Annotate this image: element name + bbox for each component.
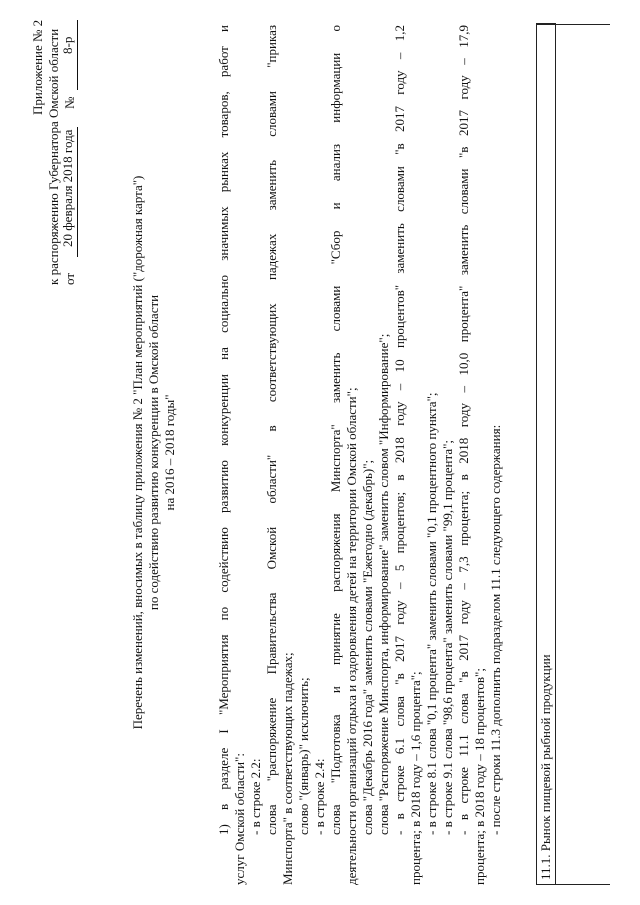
appendix-number: 8-р	[60, 36, 75, 54]
body-line: услуг Омской области":	[232, 753, 247, 885]
heading-line-1: Перечень изменений, вносимых в таблицу приложения № 2 "План мероприятий ("дорожная карта")	[130, 175, 145, 730]
table-left-border	[536, 884, 610, 885]
body-line: слова "Распоряжение Минспорта, информирование" заменить словом "Информирование";	[376, 333, 391, 835]
heading-line-2: по содействию развитию конкуренции в Омской области	[146, 294, 161, 611]
body-line: - в строке 2.4:	[312, 758, 327, 835]
body-line: - в строке 6.1 слова "в 2017 году – 5 процентов; в 2018 году – 10 процентов" заменить словами "в 2017 году – 1,2	[392, 25, 407, 835]
appendix-date-underline	[62, 127, 78, 257]
appendix-order-line: к распоряжению Губернатора Омской области	[46, 28, 61, 285]
appendix-num-label: №	[62, 96, 77, 109]
body-line: слова "распоряжение Правительства Омской области" в соответствующих падежах заменить словами "приказ	[264, 25, 279, 835]
heading-line-3: на 2016 – 2018 годы"	[162, 394, 177, 511]
table-row-title: 11.1. Рынок пищевой рыбной продукции	[538, 654, 553, 880]
table-row	[536, 23, 556, 885]
body-line: - в строке 11.1 слова "в 2017 году – 7,3 процента; в 2018 году – 10,0 процента" заменить словами "в 2017 году – 17,9	[456, 25, 471, 835]
body-line: слово "(январь)" исключить;	[296, 677, 311, 835]
body-line: слова "Подготовка и принятие распоряжения Минспорта" заменить словами "Сбор и анализ информации о	[328, 25, 343, 835]
appendix-date: 20 февраля 2018 года	[60, 129, 75, 247]
appendix-num-underline	[62, 20, 78, 90]
body-line: - в строке 8.1 слова "0,1 процента" заменить словами "0,1 процентного пункта";	[424, 392, 439, 835]
appendix-date-label: от	[62, 272, 77, 285]
body-line: процента; в 2018 году – 18 процентов";	[472, 668, 487, 885]
body-line: - в строке 9.1 слова "98,6 процента" заменить словами "99,1 процента";	[440, 439, 455, 835]
body-line: - в строке 2.2:	[248, 758, 263, 835]
body-line: - после строки 11.3 дополнить подразделом 11.1 следующего содержания:	[488, 424, 503, 835]
body-line: процента; в 2018 году – 1,6 процента";	[408, 671, 423, 885]
body-line: Минспорта" в соответствующих падежах;	[280, 652, 295, 885]
appendix-title: Приложение № 2	[30, 19, 45, 115]
table-right-border	[536, 24, 610, 25]
body-line: 1) в разделе I "Мероприятия по содействию развитию конкуренции на социально значимых рынках товаров, работ и	[216, 25, 231, 835]
body-line: слова "Декабрь 2016 года" заменить словами "Ежегодно (декабрь)";	[360, 459, 375, 835]
body-line: деятельности организаций отдыха и оздоровления детей на территории Омской области";	[344, 387, 359, 885]
